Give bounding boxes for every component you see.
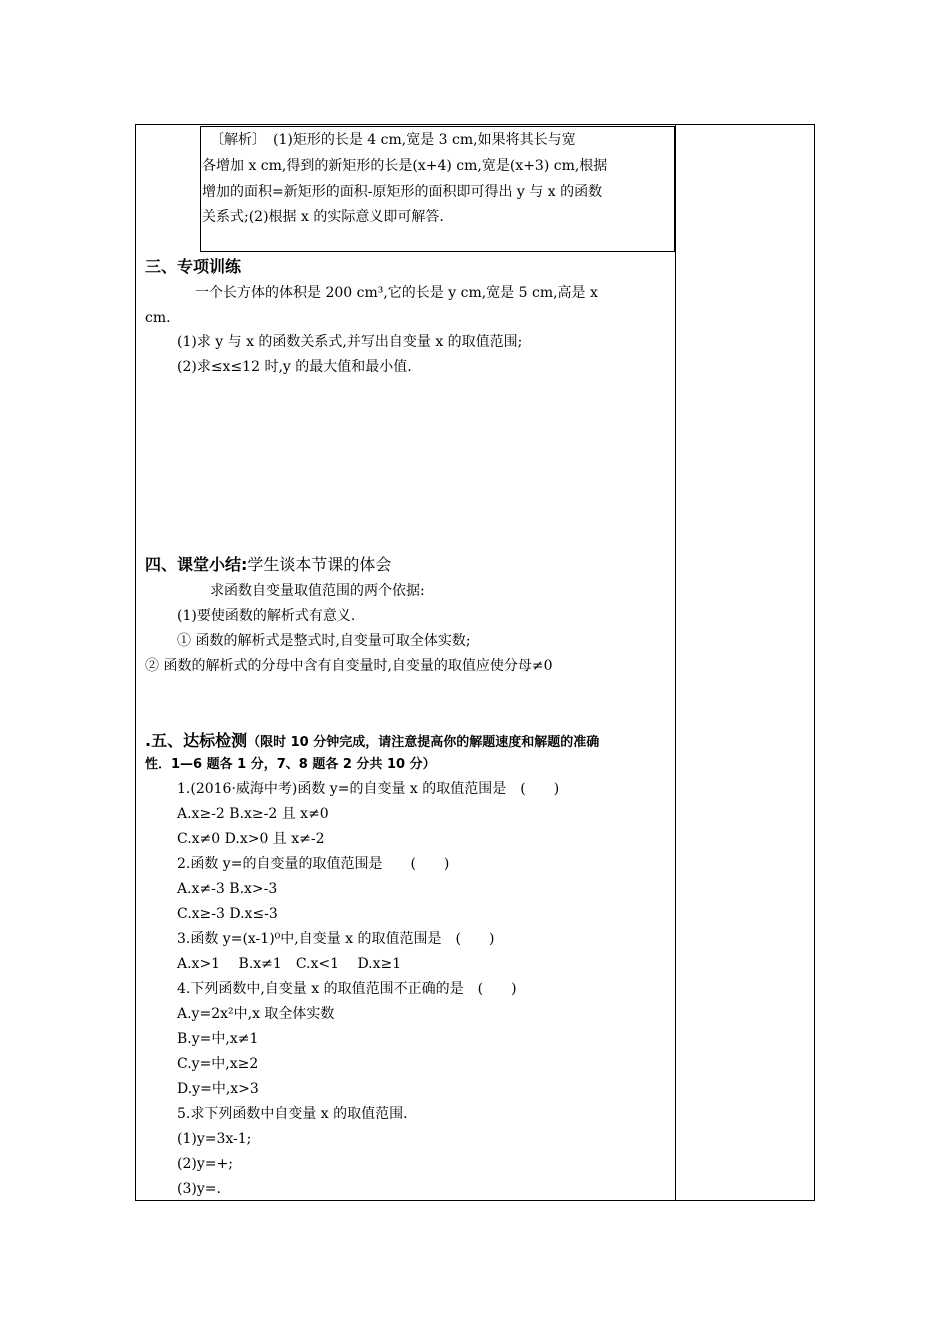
analysis-line-3: 增加的面积=新矩形的面积-原矩形的面积即可得出 y 与 x 的函数 [202,184,603,200]
exercise-line: C.x≠0 D.x>0 且 x≠-2 [177,831,325,847]
exercise-line: 3.函数 y=(x-1)⁰中,自变量 x 的取值范围是 ( ) [177,931,495,947]
section3-line-1: 一个长方体的体积是 200 cm³,它的长是 y cm,宽是 5 cm,高是 x [195,285,598,301]
exercise-line: B.y=中,x≠1 [177,1031,259,1047]
exercise-line: A.x>1 B.x≠1 C.x<1 D.x≥1 [177,956,402,972]
exercise-line: (1)y=3x-1; [177,1131,252,1147]
exercise-line: 2.函数 y=的自变量的取值范围是 ( ) [177,856,450,872]
section4-line-2: (1)要使函数的解析式有意义. [177,608,356,624]
exercise-line: C.x≥-3 D.x≤-3 [177,906,278,922]
section5-note-2: 性．1—6 题各 1 分，7、8 题各 2 分共 10 分） [145,757,436,772]
exercise-line: 4.下列函数中,自变量 x 的取值范围不正确的是 ( ) [177,981,517,997]
analysis-line-1: 〔解析〕 (1)矩形的长是 4 cm,宽是 3 cm,如果将其长与宽 [210,132,576,148]
section4-subtitle: 学生谈本节课的体会 [247,555,392,574]
exercise-line: A.x≥-2 B.x≥-2 且 x≠0 [177,806,329,822]
section3-line-2: cm. [145,310,171,326]
section5-note-1: （限时 10 分钟完成，请注意提高你的解题速度和解题的准确 [247,735,600,750]
exercise-line: C.y=中,x≥2 [177,1056,259,1072]
table-column-divider [675,124,676,1201]
exercise-line: 5.求下列函数中自变量 x 的取值范围. [177,1106,408,1122]
section3-heading: 三、专项训练 [145,257,242,276]
exercise-line: A.y=2x²中,x 取全体实数 [177,1006,335,1022]
exercise-line: D.y=中,x>3 [177,1081,259,1097]
exercise-line: 1.(2016·威海中考)函数 y=的自变量 x 的取值范围是 ( ) [177,781,560,797]
exercise-line: (2)y=+; [177,1156,233,1172]
exercise-line: (3)y=. [177,1181,221,1197]
section4-line-1: 求函数自变量取值范围的两个依据: [210,583,425,599]
section4-line-4: ② 函数的解析式的分母中含有自变量时,自变量的取值应使分母≠0 [145,658,553,674]
analysis-line-2: 各增加 x cm,得到的新矩形的长是(x+4) cm,宽是(x+3) cm,根据 [202,158,608,174]
section5-title [145,731,599,753]
section4-title [145,555,391,576]
section3-question-1: (1)求 y 与 x 的函数关系式,并写出自变量 x 的取值范围; [177,334,523,350]
analysis-line-4: 关系式;(2)根据 x 的实际意义即可解答. [202,209,444,225]
section4-line-3: ① 函数的解析式是整式时,自变量可取全体实数; [177,633,471,649]
section4-heading: 四、课堂小结: [145,555,248,574]
exercise-line: A.x≠-3 B.x>-3 [177,881,278,897]
section3-question-2: (2)求≤x≤12 时,y 的最大值和最小值. [177,359,412,375]
section5-heading: .五、达标检测 [145,731,248,750]
